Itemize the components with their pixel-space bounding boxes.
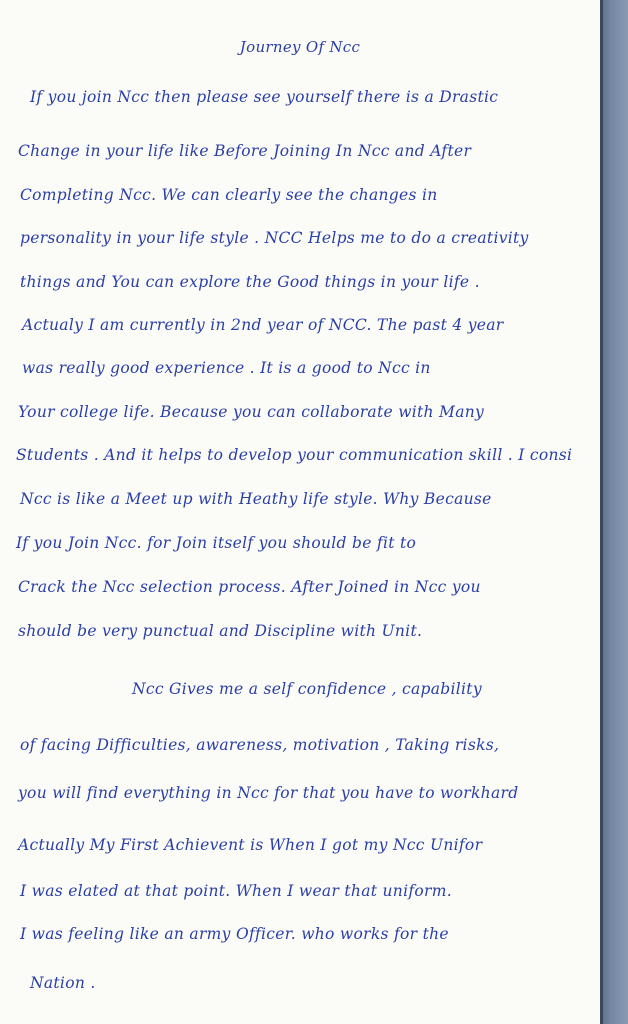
text-line: Change in your life like Before Joining In Ncc and After — [18, 142, 472, 160]
text-line: things and You can explore the Good things in your life . — [20, 273, 480, 291]
text-line: Nation . — [30, 974, 96, 992]
text-line: Completing Ncc. We can clearly see the changes in — [20, 186, 438, 204]
text-line: you will find everything in Ncc for that you have to workhard — [18, 784, 519, 802]
text-line: If you join Ncc then please see yourself there is a Drastic — [30, 88, 499, 106]
text-line: was really good experience . It is a good to Ncc in — [22, 359, 431, 377]
text-line: I was elated at that point. When I wear that uniform. — [20, 882, 452, 900]
text-line: Actually My First Achievent is When I got my Ncc Unifor — [18, 836, 483, 854]
text-line: Crack the Ncc selection process. After Joined in Ncc you — [18, 578, 481, 596]
page-title: Journey Of Ncc — [239, 38, 361, 56]
text-line: I was feeling like an army Officer. who works for the — [20, 925, 449, 943]
page-edge-shadow — [600, 0, 628, 1024]
text-line: Your college life. Because you can collaborate with Many — [18, 403, 485, 421]
text-line: Ncc Gives me a self confidence , capability — [132, 680, 482, 698]
text-line: should be very punctual and Discipline with Unit. — [18, 622, 423, 640]
text-line: Students . And it helps to develop your communication skill . I consi — [16, 446, 573, 464]
text-line: If you Join Ncc. for Join itself you should be fit to — [16, 534, 417, 552]
text-line: Ncc is like a Meet up with Heathy life style. Why Because — [20, 490, 492, 508]
text-line: Actualy I am currently in 2nd year of NCC. The past 4 year — [22, 316, 504, 334]
text-line: personality in your life style . NCC Helps me to do a creativity — [20, 229, 529, 247]
text-line: of facing Difficulties, awareness, motivation , Taking risks, — [20, 736, 500, 754]
